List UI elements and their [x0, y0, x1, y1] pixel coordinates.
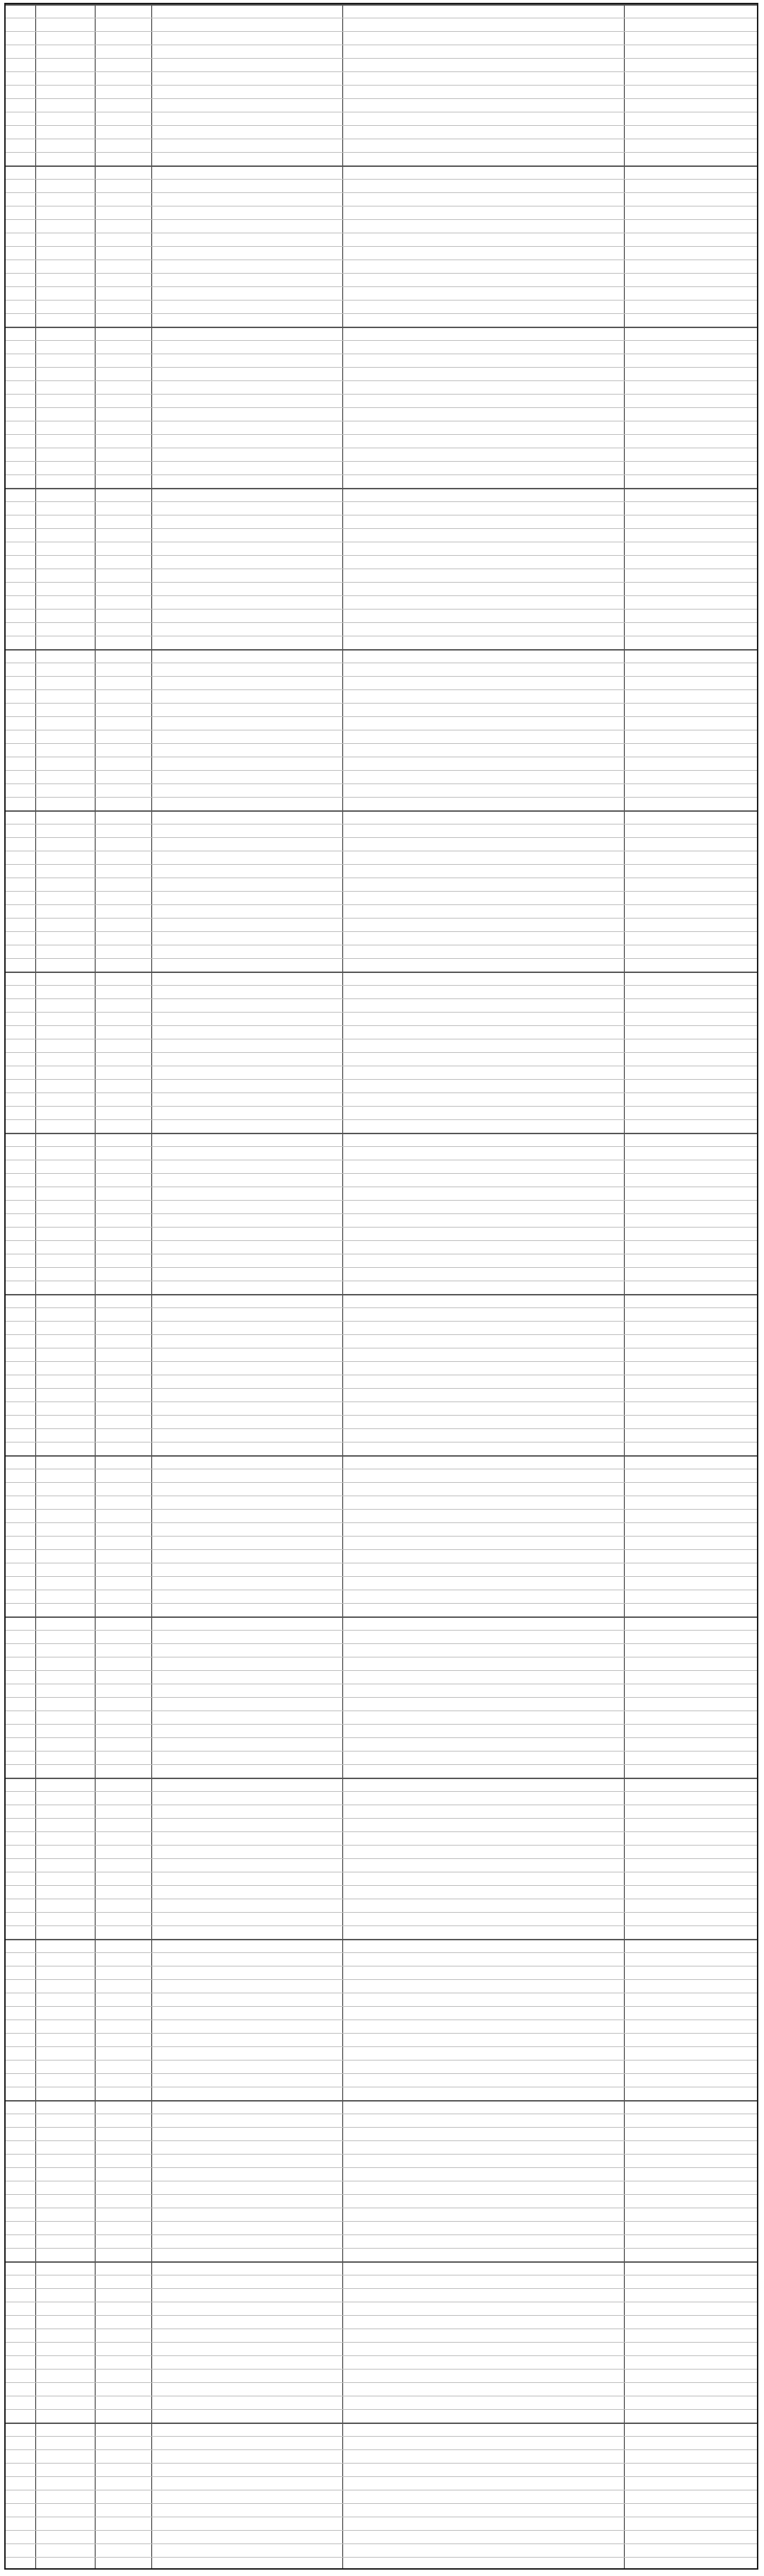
table-row-divider — [6, 1831, 757, 1832]
table-row-divider — [6, 1509, 757, 1510]
table-row-divider — [6, 1751, 757, 1752]
table-row-divider — [6, 1052, 757, 1053]
table-row-divider — [6, 985, 757, 986]
table-row-divider — [6, 904, 757, 905]
table-row-divider — [6, 1630, 757, 1631]
table-row-divider — [6, 1764, 757, 1765]
table-row-divider — [6, 2073, 757, 2074]
table-row-divider — [6, 152, 757, 153]
table-row-divider — [6, 1240, 757, 1241]
table-column-divider — [95, 4, 96, 2568]
table-row-divider — [6, 1428, 757, 1429]
table-row-divider — [6, 2382, 757, 2383]
table-row-divider — [6, 1522, 757, 1523]
table-row-divider — [6, 837, 757, 838]
table-row-divider — [6, 1146, 757, 1147]
table-row-divider — [6, 1952, 757, 1953]
table-row-divider — [6, 2100, 757, 2102]
table-row-divider — [6, 783, 757, 784]
table-row-divider — [6, 2355, 757, 2356]
table-row-divider — [6, 1227, 757, 1228]
table-row-divider — [6, 1858, 757, 1859]
table-row-divider — [6, 2194, 757, 2195]
table-row-divider — [6, 2503, 757, 2504]
table-row-divider — [6, 2261, 757, 2263]
table-row-divider — [6, 649, 757, 651]
table-row-divider — [6, 622, 757, 623]
table-row-divider — [6, 743, 757, 744]
table-row-divider — [6, 1724, 757, 1725]
table-row-divider — [6, 300, 757, 301]
table-row-divider — [6, 1092, 757, 1093]
table-row-divider — [6, 31, 757, 32]
table-row-divider — [6, 165, 757, 167]
table-row-divider — [6, 1979, 757, 1980]
table-row-divider — [6, 1442, 757, 1443]
table-row-divider — [6, 2033, 757, 2034]
table-row-divider — [6, 595, 757, 596]
table-row-divider — [6, 2315, 757, 2316]
table-row-divider — [6, 1133, 757, 1134]
table-row-divider — [6, 810, 757, 812]
table-row-divider — [6, 2167, 757, 2168]
table-row-divider — [6, 1361, 757, 1362]
table-row-divider — [6, 1791, 757, 1792]
table-row-divider — [6, 1401, 757, 1402]
table-row-divider — [6, 2449, 757, 2450]
table-row-divider — [6, 1939, 757, 1940]
table-row-divider — [6, 71, 757, 72]
table-row-divider — [6, 461, 757, 462]
table-row-divider — [6, 407, 757, 408]
table-row-divider — [6, 1482, 757, 1483]
table-row-divider — [6, 1549, 757, 1550]
table-column-divider — [35, 4, 36, 2568]
table-row-divider — [6, 998, 757, 999]
table-row-divider — [6, 434, 757, 435]
table-row-divider — [6, 1925, 757, 1926]
table-row-divider — [6, 2463, 757, 2464]
table-row-divider — [6, 474, 757, 475]
table-row-divider — [6, 1334, 757, 1335]
table-row-divider — [6, 1012, 757, 1013]
table-row-divider — [6, 2060, 757, 2061]
table-row-divider — [6, 1576, 757, 1577]
table-row-divider — [6, 2288, 757, 2289]
table-row-divider — [6, 125, 757, 126]
table-row-divider — [6, 1388, 757, 1389]
table-row-divider — [6, 286, 757, 287]
table-row-divider — [6, 2154, 757, 2155]
table-row-divider — [6, 1603, 757, 1604]
table-row-divider — [6, 1845, 757, 1846]
table-row-divider — [6, 2248, 757, 2249]
table-row-divider — [6, 1737, 757, 1738]
table-column-divider — [342, 4, 343, 2568]
table-row-divider — [6, 1415, 757, 1416]
table-row-divider — [6, 1697, 757, 1698]
table-row-divider — [6, 891, 757, 892]
table-row-divider — [6, 609, 757, 610]
table-row-divider — [6, 192, 757, 193]
table-row-divider — [6, 85, 757, 86]
table-row-divider — [6, 340, 757, 341]
table-row-divider — [6, 313, 757, 314]
table-row-divider — [6, 2557, 757, 2558]
table-row-divider — [6, 1200, 757, 1201]
table-row-divider — [6, 2046, 757, 2047]
table-row-divider — [6, 2127, 757, 2128]
table-row-divider — [6, 380, 757, 381]
table-row-divider — [6, 1710, 757, 1711]
table-row-divider — [6, 864, 757, 865]
table-row-divider — [6, 2006, 757, 2007]
table-row-divider — [6, 2409, 757, 2410]
table-row-divider — [6, 972, 757, 973]
table-sheet — [4, 3, 758, 2570]
table-row-divider — [6, 1912, 757, 1913]
table-row-divider — [6, 1885, 757, 1886]
table-row-divider — [6, 2543, 757, 2544]
table-row-divider — [6, 488, 757, 489]
table-column-divider — [624, 4, 625, 2568]
table-row-divider — [6, 394, 757, 395]
table-row-divider — [6, 1173, 757, 1174]
table-row-divider — [6, 246, 757, 247]
table-row-divider — [6, 1455, 757, 1457]
table-row-divider — [6, 2342, 757, 2343]
table-row-divider — [6, 797, 757, 798]
table-row-divider — [6, 367, 757, 368]
table-row-divider — [6, 1307, 757, 1308]
table-row-divider — [6, 1267, 757, 1268]
table-column-divider — [151, 4, 152, 2568]
table-row-divider — [6, 2530, 757, 2531]
table-row-divider — [6, 1321, 757, 1322]
table-row-divider — [6, 2221, 757, 2222]
table-row-divider — [6, 770, 757, 771]
table-row-divider — [6, 501, 757, 502]
table-row-divider — [6, 2423, 757, 2424]
table-row-divider — [6, 1670, 757, 1671]
table-row-divider — [6, 2140, 757, 2141]
table-row-divider — [6, 716, 757, 717]
table-row-divider — [6, 528, 757, 529]
table-row-divider — [6, 1536, 757, 1537]
table-row-divider — [6, 2476, 757, 2477]
table-row-divider — [6, 1818, 757, 1819]
table-row-divider — [6, 2436, 757, 2437]
table-row-divider — [6, 703, 757, 704]
table-row-divider — [6, 1616, 757, 1618]
table-row-divider — [6, 2234, 757, 2235]
table-row-divider — [6, 689, 757, 690]
table-grid — [6, 4, 757, 2568]
table-row-divider — [6, 676, 757, 677]
table-row-divider — [6, 1119, 757, 1120]
table-row-divider — [6, 555, 757, 556]
table-row-divider — [6, 1025, 757, 1026]
table-row-divider — [6, 58, 757, 59]
table-row-divider — [6, 219, 757, 220]
table-row-divider — [6, 931, 757, 932]
table-row-divider — [6, 2369, 757, 2370]
table-row-divider — [6, 958, 757, 959]
table-row-divider — [6, 327, 757, 328]
table-row-divider — [6, 1643, 757, 1644]
table-row-divider — [6, 98, 757, 99]
table-row-divider — [6, 918, 757, 919]
table-row-divider — [6, 4, 757, 6]
table-row-divider — [6, 1079, 757, 1080]
table-row-divider — [6, 273, 757, 274]
table-row-divider — [6, 1294, 757, 1295]
table-row-divider — [6, 582, 757, 583]
table-row-divider — [6, 179, 757, 180]
table-row-divider — [6, 1213, 757, 1214]
table-row-divider — [6, 1106, 757, 1107]
table-row-divider — [6, 1778, 757, 1779]
